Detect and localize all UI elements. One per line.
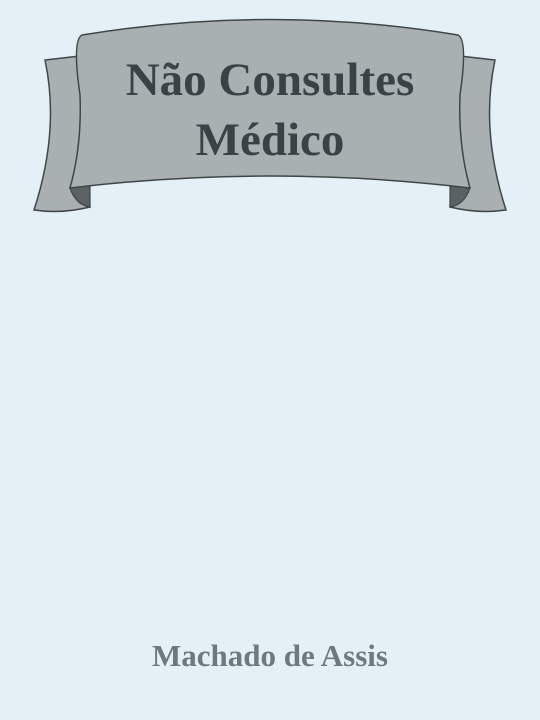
book-title-line-2: Médico: [195, 114, 345, 166]
book-title-line-1: Não Consultes: [125, 54, 415, 106]
book-title: [90, 50, 450, 170]
book-author: Machado de Assis: [152, 638, 388, 673]
